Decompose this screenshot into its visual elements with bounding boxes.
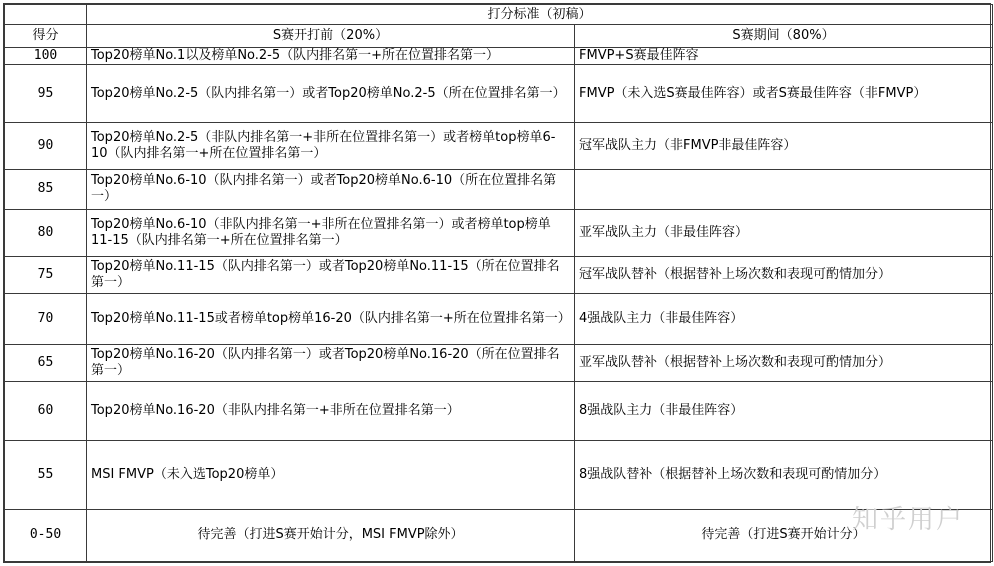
table-row bbox=[5, 382, 993, 441]
score-cell: 70 bbox=[5, 293, 87, 344]
table-row bbox=[5, 256, 993, 293]
during-season-cell: 8强战队主力（非最佳阵容） bbox=[575, 382, 993, 441]
header-pre-season: S赛开打前（20%） bbox=[87, 25, 575, 48]
pre-season-cell: MSI FMVP（未入选Top20榜单） bbox=[87, 441, 575, 509]
during-season-cell: 亚军战队主力（非最佳阵容） bbox=[575, 209, 993, 256]
table-row bbox=[5, 169, 993, 209]
table-row bbox=[5, 293, 993, 344]
score-cell: 100 bbox=[5, 48, 87, 65]
score-cell: 85 bbox=[5, 169, 87, 209]
during-season-cell: 亚军战队替补（根据替补上场次数和表现可酌情加分） bbox=[575, 345, 993, 382]
header-row bbox=[5, 25, 993, 48]
during-season-cell: 8强战队替补（根据替补上场次数和表现可酌情加分） bbox=[575, 441, 993, 509]
scoring-table-sheet bbox=[3, 3, 991, 563]
pre-season-cell: Top20榜单No.2-5（非队内排名第一+非所在位置排名第一）或者榜单top榜单6-10（队内排名第一+所在位置排名第一） bbox=[87, 123, 575, 169]
pre-season-cell: Top20榜单No.6-10（队内排名第一）或者Top20榜单No.6-10（所在位置排名第一） bbox=[87, 169, 575, 209]
score-cell: 95 bbox=[5, 65, 87, 123]
pre-season-cell: Top20榜单No.16-20（非队内排名第一+非所在位置排名第一） bbox=[87, 382, 575, 441]
pre-season-cell: Top20榜单No.16-20（队内排名第一）或者Top20榜单No.16-20（所在位置排名第一） bbox=[87, 345, 575, 382]
during-season-cell: FMVP（未入选S赛最佳阵容）或者S赛最佳阵容（非FMVP） bbox=[575, 65, 993, 123]
pre-season-cell: Top20榜单No.2-5（队内排名第一）或者Top20榜单No.2-5（所在位置排名第一） bbox=[87, 65, 575, 123]
table-row bbox=[5, 48, 993, 65]
during-season-cell: FMVP+S赛最佳阵容 bbox=[575, 48, 993, 65]
during-season-cell bbox=[575, 169, 993, 209]
score-cell: 75 bbox=[5, 256, 87, 293]
during-season-cell: 冠军战队替补（根据替补上场次数和表现可酌情加分） bbox=[575, 256, 993, 293]
score-cell: 60 bbox=[5, 382, 87, 441]
header-during-season: S赛期间（80%） bbox=[575, 25, 993, 48]
title-row bbox=[5, 5, 993, 25]
table-row bbox=[5, 65, 993, 123]
during-season-cell: 冠军战队主力（非FMVP非最佳阵容） bbox=[575, 123, 993, 169]
score-cell: 90 bbox=[5, 123, 87, 169]
scoring-table bbox=[4, 4, 993, 562]
during-season-cell: 待完善（打进S赛开始计分） bbox=[575, 509, 993, 561]
score-cell: 55 bbox=[5, 441, 87, 509]
pre-season-cell: Top20榜单No.11-15（队内排名第一）或者Top20榜单No.11-15（所在位置排名第一） bbox=[87, 256, 575, 293]
table-row bbox=[5, 209, 993, 256]
table-title: 打分标准（初稿） bbox=[87, 5, 993, 25]
score-cell: 65 bbox=[5, 345, 87, 382]
pre-season-cell: Top20榜单No.6-10（非队内排名第一+非所在位置排名第一）或者榜单top榜单11-15（队内排名第一+所在位置排名第一） bbox=[87, 209, 575, 256]
pre-season-cell: 待完善（打进S赛开始计分，MSI FMVP除外） bbox=[87, 509, 575, 561]
watermark-text: 知乎用户 bbox=[851, 505, 964, 535]
pre-season-cell: Top20榜单No.1以及榜单No.2-5（队内排名第一+所在位置排名第一） bbox=[87, 48, 575, 65]
table-row bbox=[5, 123, 993, 169]
table-row bbox=[5, 441, 993, 509]
during-season-cell: 4强战队主力（非最佳阵容） bbox=[575, 293, 993, 344]
pre-season-cell: Top20榜单No.11-15或者榜单top榜单16-20（队内排名第一+所在位置排名第一） bbox=[87, 293, 575, 344]
header-score: 得分 bbox=[5, 25, 87, 48]
table-row bbox=[5, 509, 993, 561]
score-cell: 80 bbox=[5, 209, 87, 256]
table-row bbox=[5, 345, 993, 382]
score-cell: 0-50 bbox=[5, 509, 87, 561]
